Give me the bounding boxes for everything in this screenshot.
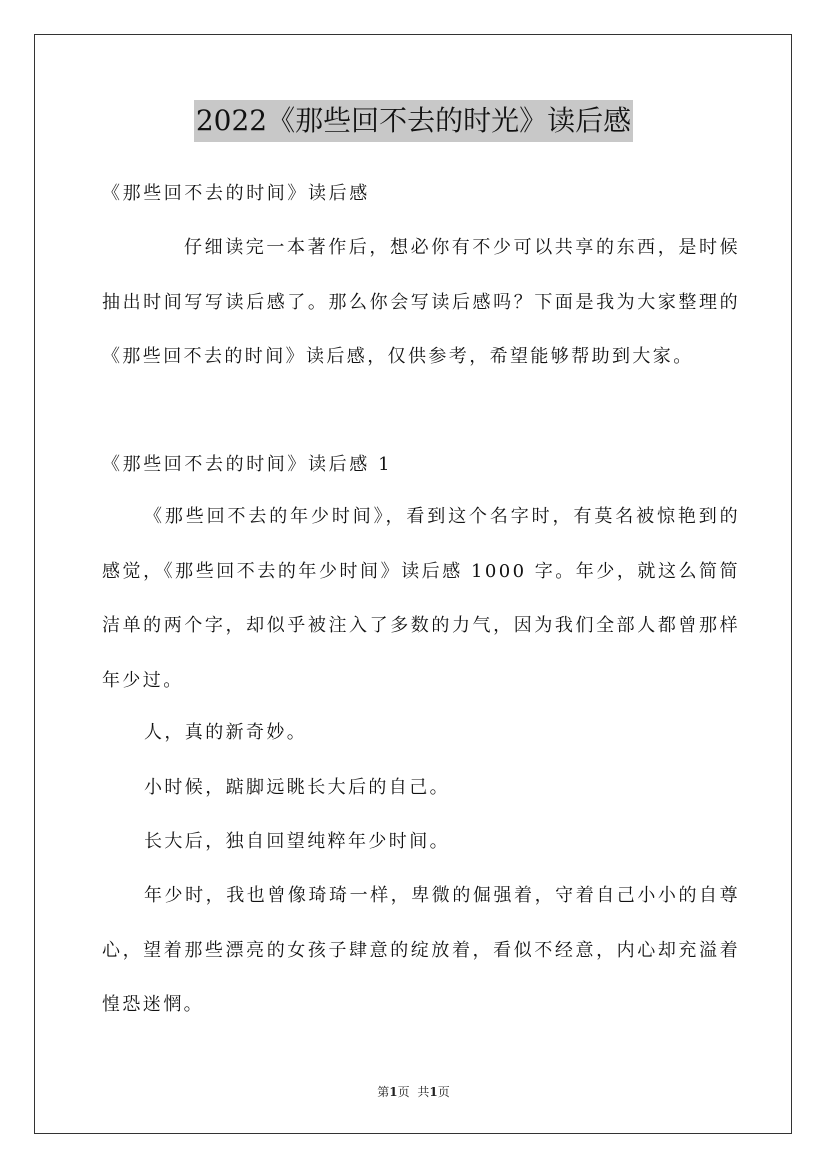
- footer-page-number: 1: [389, 1085, 398, 1099]
- body-paragraph: 长大后，独自回望纯粹年少时间。: [144, 831, 450, 852]
- footer-page-suffix: 页: [397, 1085, 410, 1099]
- footer-total-prefix: 共: [417, 1085, 430, 1099]
- intro-heading: 《那些回不去的时间》读后感: [102, 183, 370, 204]
- body-paragraph: 小时候，踮脚远眺长大后的自己。: [144, 777, 450, 798]
- intro-paragraph: 仔细读完一本著作后，想必你有不少可以共享的东西，是时候抽出时间写写读后感了。那么你会写读后感吗？下面是我为大家整理的《那些回不去的时间》读后感，仅供参考，希望能够帮助到大家。: [102, 237, 740, 368]
- document-title-text: 2022《那些回不去的时光》读后感: [194, 100, 633, 142]
- body-paragraph: 年少时，我也曾像琦琦一样，卑微的倔强着，守着自己小小的自尊心，望着那些漂亮的女孩子肆意的绽放着，看似不经意，内心却充溢着惶恐迷惘。: [102, 885, 740, 1016]
- body-paragraph: 《那些回不去的年少时间》，看到这个名字时，有莫名被惊艳到的感觉，《那些回不去的年少时间》读后感 1000 字。年少，就这么简简洁单的两个字，却似乎被注入了多数的力气，因为我们全部人都曾那样年少过。: [102, 506, 740, 691]
- footer-total-pages: 1: [429, 1085, 438, 1099]
- footer-page-prefix: 第: [377, 1085, 390, 1099]
- footer-total-suffix: 页: [437, 1085, 450, 1099]
- section-heading: 《那些回不去的时间》读后感 1: [102, 454, 393, 475]
- body-paragraph: 人，真的新奇妙。: [144, 722, 308, 743]
- document-title: [0, 100, 827, 142]
- page-footer: [0, 1083, 827, 1101]
